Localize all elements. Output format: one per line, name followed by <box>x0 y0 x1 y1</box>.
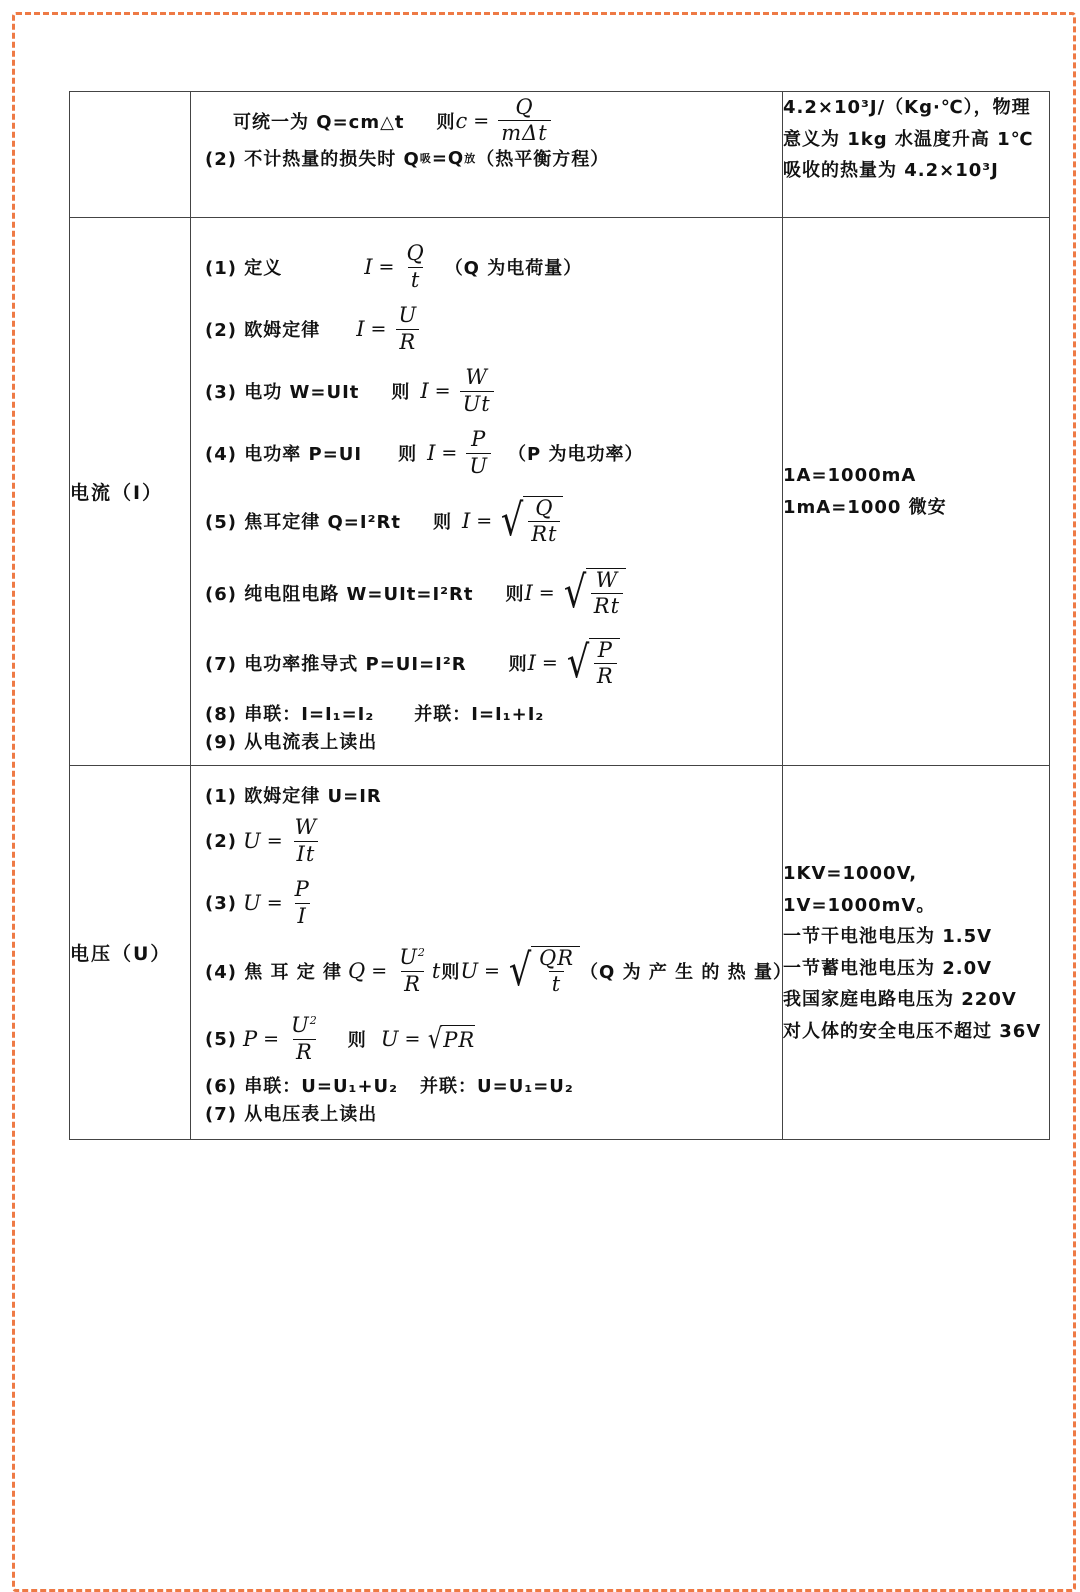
formula-line <box>191 728 782 754</box>
formula-line <box>191 810 782 872</box>
formula-line <box>191 698 782 728</box>
note-cell-current <box>783 218 1050 766</box>
formula-line <box>191 484 782 558</box>
note-text: 我国家庭电路电压为 220V <box>783 989 1017 1010</box>
formula-line <box>191 1008 782 1070</box>
formula-then: 则 <box>505 584 525 605</box>
formula-text: (1) 定义 <box>205 258 283 279</box>
formula-math: I = $\frac{U}{R}$ <box>356 304 423 353</box>
note-cell-voltage <box>783 766 1050 1140</box>
formula-table <box>69 91 1050 1140</box>
formula-line <box>191 96 782 145</box>
subscript: 吸 <box>419 152 432 166</box>
note-text: 1mA=1000 微安 <box>783 496 947 518</box>
formula-math: P = $\frac{U^2}{R}$ <box>242 1013 318 1064</box>
formula-math: I = $\frac{P}{U}$ <box>427 428 494 477</box>
formula-line <box>191 145 782 171</box>
formula-extra: 并联：I=I₁+I₂ <box>414 704 545 725</box>
formula-math: U = √ PR <box>380 1022 476 1055</box>
formula-math: I = √ $\frac{P}{R}$ <box>528 638 620 688</box>
formula-line <box>191 236 782 298</box>
formula-then: 则 <box>398 444 418 465</box>
formula-text: (6) 串联：U=U₁+U₂ <box>205 1076 399 1097</box>
row-label-voltage: 电压（U） <box>70 766 191 1140</box>
formula-text: (1) 欧姆定律 U=IR <box>205 786 382 807</box>
formula-text: (5) <box>205 1028 237 1050</box>
table-row-current <box>70 218 1050 766</box>
table-row-heat <box>70 92 1050 218</box>
formula-text: (7) 电功率推导式 P=UI=I²R <box>205 654 467 675</box>
formula-then: 则 <box>441 962 461 983</box>
formula-text: (4) 焦 耳 定 律 <box>205 962 343 983</box>
formula-line <box>191 360 782 422</box>
table-row-voltage <box>70 766 1050 1140</box>
formula-text: (2) 不计热量的损失时 Q <box>205 149 420 171</box>
formula-then: 则 <box>391 382 411 403</box>
formula-text: (6) 纯电阻电路 W=UIt=I²Rt <box>205 584 474 605</box>
formula-text: (3) 电功 W=UIt <box>205 382 360 403</box>
formula-line <box>191 934 792 1008</box>
formula-then: 则 <box>436 111 456 133</box>
formula-extra: （Q 为 产 生 的 热 量） <box>580 962 792 983</box>
formula-math: I = $\frac{W}{Ut}$ <box>420 366 496 415</box>
formula-cell-heat <box>191 92 783 218</box>
formula-then: 则 <box>432 512 452 533</box>
note-text: 1A=1000mA <box>783 465 917 486</box>
formula-line <box>191 628 782 698</box>
formula-cell-voltage <box>191 766 792 1140</box>
subscript: 放 <box>464 152 477 166</box>
formula-line <box>191 780 782 810</box>
formula-line <box>191 558 782 628</box>
formula-text: (2) <box>205 830 237 852</box>
formula-cell-current <box>191 218 783 766</box>
formula-line <box>191 872 782 934</box>
formula-text: (2) 欧姆定律 <box>205 320 321 341</box>
formula-text: (9) 从电流表上读出 <box>205 732 378 753</box>
note-text: 1V=1000mV。 <box>783 894 936 916</box>
formula-extra: （P 为电功率） <box>508 444 644 465</box>
formula-text: (8) 串联：I=I₁=I₂ <box>205 704 375 725</box>
formula-extra: 并联：U=U₁=U₂ <box>420 1076 574 1097</box>
formula-text: (7) 从电压表上读出 <box>205 1104 378 1125</box>
formula-line <box>191 298 782 360</box>
formula-line <box>191 422 782 484</box>
formula-math: I = √ $\frac{Q}{Rt}$ <box>462 496 564 546</box>
note-text: 对人体的安全电压不超过 36V <box>783 1020 1042 1042</box>
formula-text: 可统一为 Q=cm△t <box>233 111 405 133</box>
note-text: 4.2×10³J/（Kg·℃），物理意义为 1kg 水温度升高 1℃吸收的热量为 4.2×10³J <box>783 97 1034 181</box>
formula-then: 则 <box>347 1030 367 1051</box>
formula-math: I = √ $\frac{W}{Rt}$ <box>525 568 627 618</box>
formula-math: U = √ $\frac{QR}{t}$ <box>460 946 580 996</box>
formula-text: (4) 电功率 P=UI <box>205 444 363 465</box>
note-text: 1KV=1000V, <box>783 863 918 884</box>
note-text: 一节蓄电池电压为 2.0V <box>783 957 993 979</box>
note-text: 一节干电池电压为 1.5V <box>783 926 993 947</box>
formula-math: U = $\frac{P}{I}$ <box>242 877 310 928</box>
formula-then: 则 <box>508 654 528 675</box>
formula-extra: （Q 为电荷量） <box>444 258 583 279</box>
formula-math: I = $\frac{Q}{t}$ <box>364 241 425 292</box>
row-label-current: 电流（I） <box>70 218 191 766</box>
formula-line <box>191 1100 782 1126</box>
formula-text: (5) 焦耳定律 Q=I²Rt <box>205 512 401 533</box>
formula-math: U = $\frac{W}{It}$ <box>242 815 318 866</box>
formula-text: （热平衡方程） <box>476 149 610 171</box>
formula-text: =Q <box>431 147 465 169</box>
formula-line <box>191 1070 782 1100</box>
formula-c-eq: c = $\frac{Q}{\text{mΔt}}$ <box>456 96 554 145</box>
formula-math: Q = $\frac{U^2}{R}$ t <box>348 945 442 996</box>
note-cell-heat <box>783 92 1050 218</box>
row-label-empty <box>70 92 191 218</box>
formula-text: (3) <box>205 892 237 914</box>
